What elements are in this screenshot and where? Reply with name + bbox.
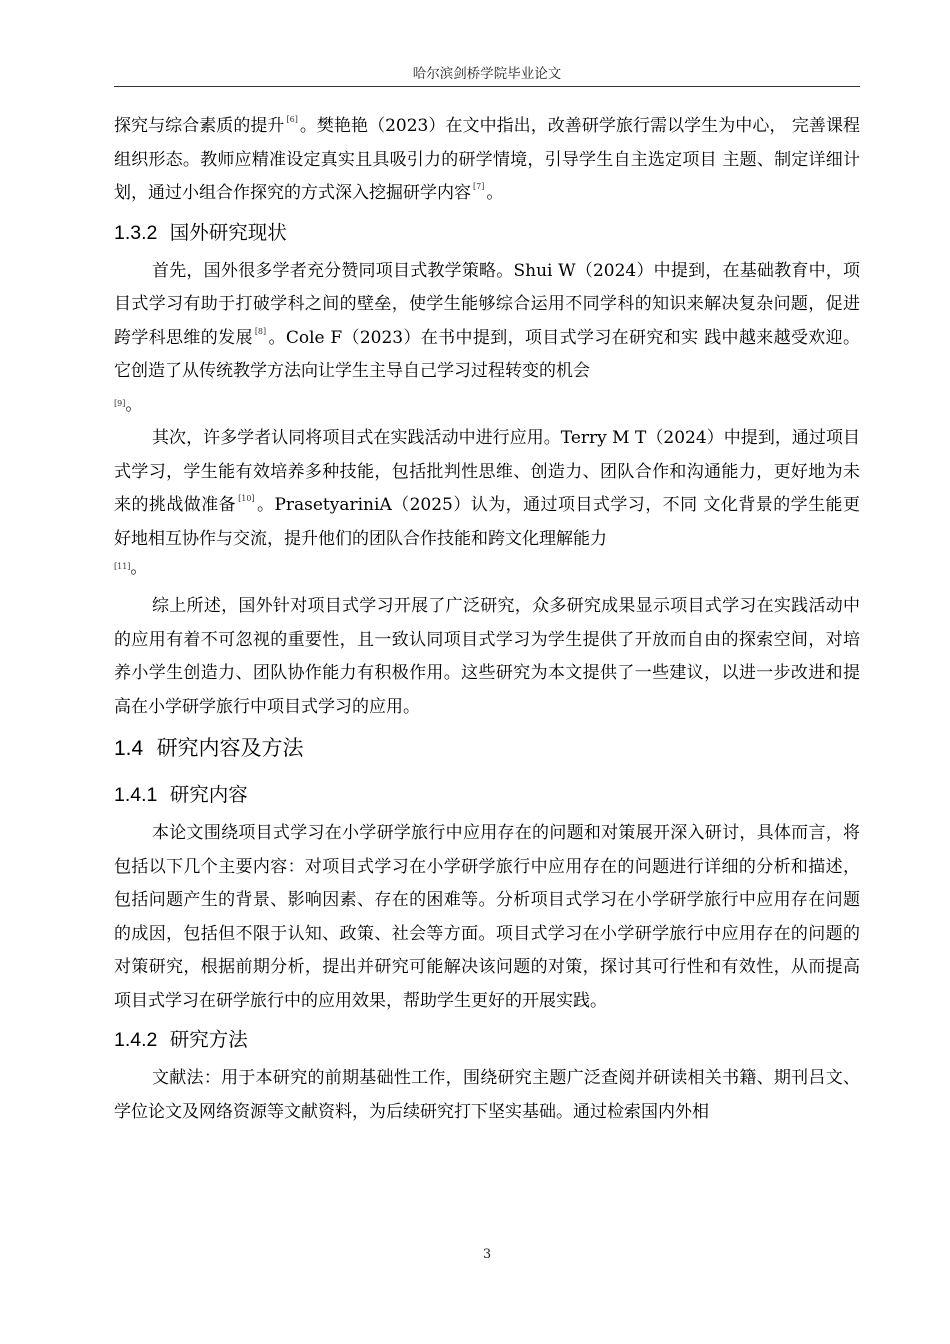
page-number: 3 xyxy=(482,1247,492,1262)
paragraph-text: 首先，国外很多学者充分赞同项目式教学策略。Shui W（2024）中提到，在基础教育中，项目式学习有助于打破学科之间的壁垒，使学生能够综合运用不同学科的知识来解决复杂问题，促进跨学科思维的发展 xyxy=(114,260,860,348)
citation-ref: [9] xyxy=(114,398,126,408)
paragraph-text: 其次，许多学者认同将项目式在实践活动中进行应用。Terry M T（2024）中提到，通过项目式学习，学生能有效培养多种技能，包括批判性思维、创造力、团队合作和沟通能力，更好地为未来的挑战做准备 xyxy=(114,428,860,515)
section-number: 1.4 xyxy=(114,737,144,760)
paragraph-foreign-summary: 综上所述，国外针对项目式学习开展了广泛研究，众多研究成果显示项目式学习在实践活动中的应用有着不可忽视的重要性，且一致认同项目式学习为学生提供了开放而自由的探索空间，对培养小学生创造力、团队协作能力有积极作用。这些研究为本文提供了一些建议，以进一步改进和提高在小学研学旅行中项目式学习的应用。 xyxy=(114,596,860,717)
header-divider xyxy=(114,86,860,87)
section-heading-1-3-2 xyxy=(114,211,860,255)
citation-ref: [11] xyxy=(114,562,131,571)
citation-ref: [7] xyxy=(473,182,485,191)
paragraph-foreign-second xyxy=(114,422,860,556)
paragraph-text: 探究与综合素质的提升 xyxy=(114,116,285,136)
section-heading-1-4-2 xyxy=(114,1018,860,1062)
section-title: 国外研究现状 xyxy=(169,220,287,244)
section-heading-1-4-1 xyxy=(114,773,860,817)
orphan-citation-line xyxy=(114,556,860,580)
citation-ref: [6] xyxy=(286,115,298,124)
section-title: 研究方法 xyxy=(169,1028,248,1051)
paragraph-text: 。PrasetyariniA（2025）认为，通过项目式学习，不同 文化背景的学生能更好地相互协作与交流，提升他们的团队合作技能和跨文化理解能力 xyxy=(114,495,860,549)
paragraph-text: 。 xyxy=(130,558,148,578)
paragraph-research-method: 文献法：用于本研究的前期基础性工作，围绕研究主题广泛查阅并研读相关书籍、期刊吕文、学位论文及网络资源等文献资料，为后续研究打下坚实基础。通过检索国内外相 xyxy=(114,1068,860,1122)
paragraph-text: 。 xyxy=(125,394,143,415)
section-title: 研究内容及方法 xyxy=(156,736,304,760)
citation-ref: [10] xyxy=(238,494,255,503)
section-number: 1.3.2 xyxy=(114,221,158,244)
citation-ref: [8] xyxy=(254,326,267,336)
paragraph-research-content: 本论文围绕项目式学习在小学研学旅行中应用存在的问题和对策展开深入研讨，具体而言，将包括以下几个主要内容：对项目式学习在小学研学旅行中应用存在的问题进行详细的分析和描述，包括问题产生的背景、影响因素、存在的困难等。分析项目式学习在小学研学旅行中应用存在问题的成因，包括但不限于认知、政策、社会等方面。项目式学习在小学研学旅行中应用存在的问题的对策研究，根据前期分析，提出并研究可能解决该问题的对策，探讨其可行性和有效性，从而提高项目式学习在研学旅行中的应用效果，帮助学生更好的开展实践。 xyxy=(114,823,860,1011)
paragraph-intro-continued xyxy=(114,110,860,211)
paragraph-text: 。 xyxy=(486,183,504,203)
section-heading-1-4 xyxy=(114,724,860,773)
section-number: 1.4.1 xyxy=(114,784,158,806)
page-header: 哈尔滨剑桥学院毕业论文 xyxy=(412,66,562,82)
section-number: 1.4.2 xyxy=(114,1029,158,1051)
paragraph-foreign-first xyxy=(114,255,860,423)
page-body xyxy=(114,110,860,1129)
section-title: 研究内容 xyxy=(169,783,248,806)
paragraph-text: 。樊艳艳（2023）在文中指出，改善研学旅行需以学生为中心， 完善课程组织形态。教师应精准设定真实且具吸引力的研学情境，引导学生自主选定项目 主题、制定详细计划，通过小组合作探究的方式深入挖掘研学内容 xyxy=(114,116,861,203)
paragraph-text: 。Cole F（2023）在书中提到，项目式学习在研究和实 践中越来越受欢迎。它创造了从传统教学方法向让学生主导自己学习过程转变的机会 xyxy=(114,327,860,381)
